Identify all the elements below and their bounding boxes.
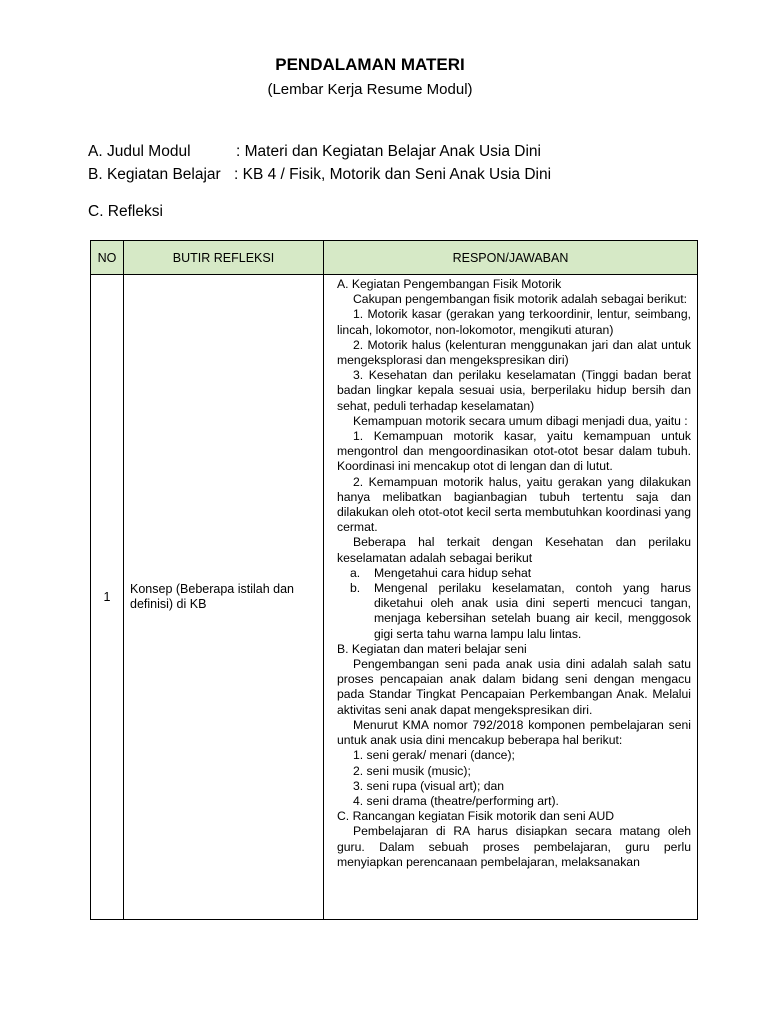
list-item: 2. seni musik (music); <box>353 763 471 778</box>
paragraph: Pengembangan seni pada anak usia dini adalah salah satu proses pencapaian anak dalam bidang seni dengan mengacu pada Standar Tingkat Pencapaian Perkembangan Anak. Melalui aktivitas seni anak dapat mengekspresikan diri. <box>337 657 691 717</box>
list-item: 2. Kemampuan motorik halus, yaitu gerakan yang dilakukan hanya melibatkan bagianbagian tubuh tertentu saja dan dilakukan oleh otot-otot kecil serta membutuhkan koordinasi yang cermat. <box>337 474 691 535</box>
list-marker: a. <box>350 565 361 580</box>
section-heading: B. Kegiatan dan materi belajar seni <box>337 641 527 656</box>
refleksi-label: C. Refleksi <box>88 203 163 220</box>
list-item: 1. Kemampuan motorik kasar, yaitu kemampuan untuk mengontrol dan mengoordinasikan otot-otot besar dalam tubuh. Koordinasi ini mencakup otot di lengan dan di lutut. <box>337 429 691 474</box>
header-no: NO <box>91 241 124 275</box>
header-butir-refleksi: BUTIR REFLEKSI <box>124 241 324 275</box>
paragraph: Beberapa hal terkait dengan Kesehatan dan perilaku keselamatan adalah sebagai berikut <box>337 535 691 565</box>
kegiatan-belajar-value: : KB 4 / Fisik, Motorik dan Seni Anak Usia Dini <box>234 166 552 183</box>
list-item-text: Mengetahui cara hidup sehat <box>374 565 532 580</box>
section-heading: C. Rancangan kegiatan Fisik motorik dan seni AUD <box>337 809 615 824</box>
list-item: 2. Motorik halus (kelenturan menggunakan jari dan alat untuk mengeksplorasi dan mengekspresikan diri) <box>337 337 691 368</box>
judul-modul-value: : Materi dan Kegiatan Belajar Anak Usia Dini <box>236 143 541 160</box>
judul-modul-row <box>88 142 541 162</box>
judul-modul-label: A. Judul Modul <box>88 143 191 160</box>
list-item: 1. Motorik kasar (gerakan yang terkoordinir, lentur, seimbang, lincah, lokomotor, non-lokomotor, mengikuti aturan) <box>337 307 691 337</box>
paragraph: Menurut KMA nomor 792/2018 komponen pembelajaran seni untuk anak usia dini mencakup beberapa hal berikut: <box>337 717 691 748</box>
table-header-row <box>91 241 698 275</box>
page-subtitle: (Lembar Kerja Resume Modul) <box>267 81 473 98</box>
butir-refleksi-cell: Konsep (Beberapa istilah dan definisi) di KB <box>124 275 324 920</box>
list-item: 3. Kesehatan dan perilaku keselamatan (Tinggi badan berat badan lingkar kepala sesuai usia, berperilaku hidup bersih dan sehat, peduli terhadap keselamatan) <box>337 368 691 413</box>
section-heading: A. Kegiatan Pengembangan Fisik Motorik <box>337 277 562 291</box>
kegiatan-belajar-row <box>88 165 551 185</box>
paragraph: Pembelajaran di RA harus disiapkan secara matang oleh guru. Dalam sebuah proses pembelajaran, guru perlu menyiapkan perencanaan pembelajaran, melaksanakan <box>337 824 691 869</box>
table-row <box>91 275 698 920</box>
paragraph: Cakupan pengembangan fisik motorik adalah sebagai berikut: <box>353 292 688 307</box>
paragraph: Kemampuan motorik secara umum dibagi menjadi dua, yaitu : <box>353 413 688 428</box>
page-title: PENDALAMAN MATERI <box>275 55 465 74</box>
list-item <box>337 566 691 581</box>
list-item: 3. seni rupa (visual art); dan <box>353 778 505 793</box>
list-item <box>337 581 691 642</box>
header-respon-jawaban: RESPON/JAWABAN <box>324 241 698 275</box>
list-item-text: Mengenal perilaku keselamatan, contoh yang harus diketahui oleh anak usia dini seperti mencuci tangan, menjaga kebersihan setelah buang air kecil, menggosok gigi serta tahu warna lampu lalu lintas. <box>374 581 691 641</box>
reflection-table <box>90 240 698 920</box>
respon-cell <box>324 275 698 920</box>
row-number: 1 <box>91 275 124 920</box>
list-marker: b. <box>350 581 361 596</box>
kegiatan-belajar-label: B. Kegiatan Belajar <box>88 166 221 183</box>
list-item: 1. seni gerak/ menari (dance); <box>353 748 515 763</box>
list-item: 4. seni drama (theatre/performing art). <box>353 793 559 808</box>
